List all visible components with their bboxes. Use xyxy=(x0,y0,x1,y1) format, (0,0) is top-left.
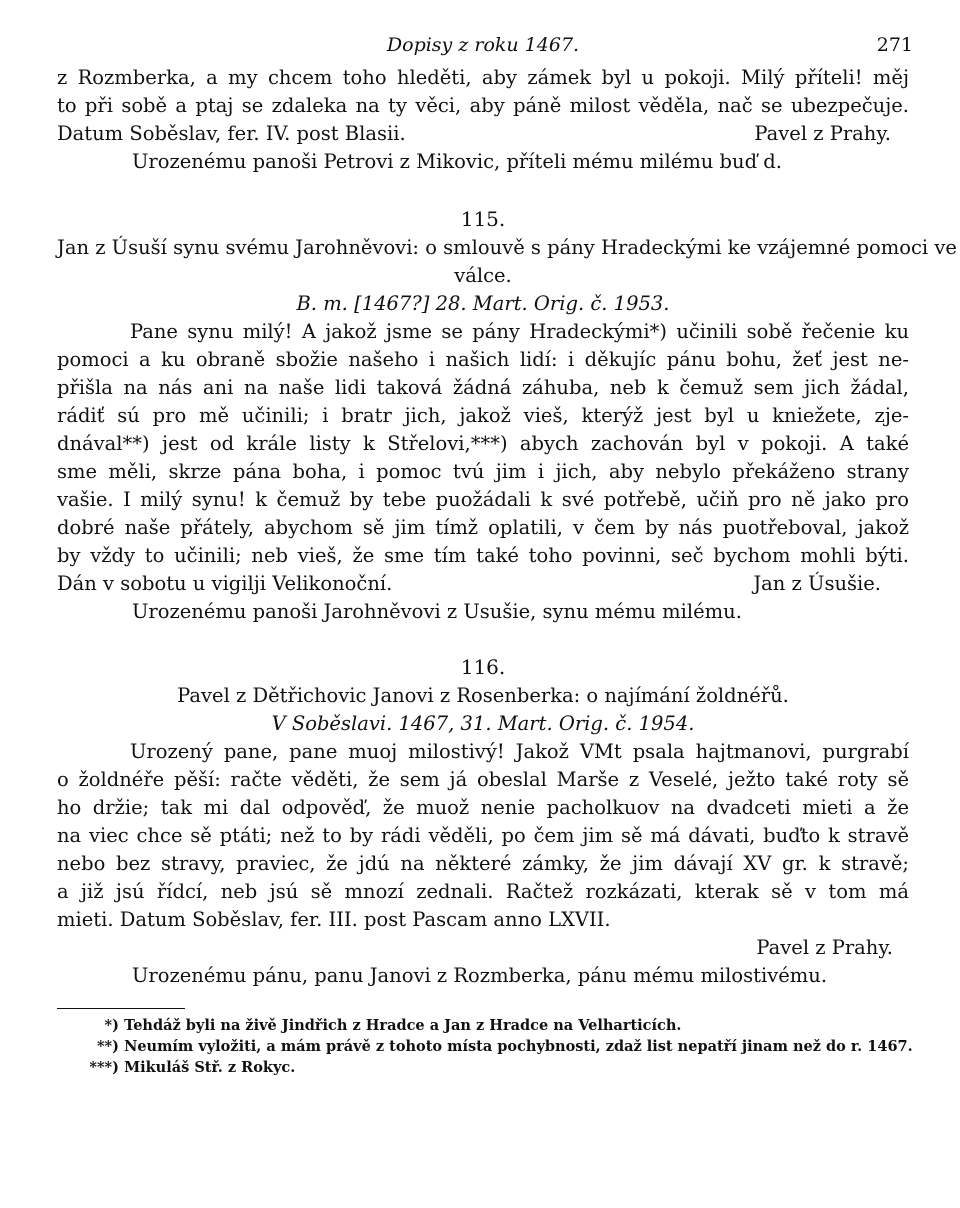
letter-signature: Jan z Úsušie. xyxy=(753,572,881,595)
running-title: Dopisy z roku 1467. xyxy=(386,34,580,56)
text-line: z Rozmberka, a my chcem toho hleděti, aby zámek byl u pokoji. Milý příteli! měj xyxy=(57,66,909,89)
letter-summary-cont: válce. xyxy=(454,264,512,287)
letter-summary: Pavel z Dětřichovic Janovi z Rosenberka: o najímání žoldnéřů. xyxy=(177,684,789,707)
letter-address: Urozenému panoši Petrovi z Mikovic, příteli mému milému buď d. xyxy=(132,150,782,173)
footnote-text: Mikuláš Stř. z Rokyc. xyxy=(124,1059,296,1076)
closing-line xyxy=(57,120,909,148)
letter-date: Dán v sobotu u vigilji Velikonoční. xyxy=(57,572,393,595)
footnote-rule xyxy=(57,1008,185,1009)
page xyxy=(57,34,957,1078)
footnote xyxy=(57,1036,913,1057)
letter-source: V Soběslavi. 1467, 31. Mart. Orig. č. 1954. xyxy=(271,712,695,735)
footnote-text: Tehdáž byli na živě Jindřich z Hradce a Jan z Hradce na Velharticích. xyxy=(124,1017,682,1034)
closing-line xyxy=(57,570,909,598)
footnote xyxy=(57,1057,909,1078)
letter-date: Datum Soběslav, fer. IV. post Blasii. xyxy=(57,122,406,145)
letter-number: 115. xyxy=(460,207,506,231)
text-line: mieti. Datum Soběslav, fer. III. post Pascam anno LXVII. xyxy=(57,908,611,931)
text-line: Urozený pane, pane muoj milostivý! Jakož VMt psala hajtmanovi, purgrabí xyxy=(130,740,909,763)
letter-116 xyxy=(57,652,909,990)
text-line: rádiť sú pro mě učinili; i bratr jich, jakož vieš, kterýž jest byl u kniežete, zje- xyxy=(57,404,909,427)
footnote-text: Neumím vyložiti, a mám právě z tohoto místa pochybnosti, zdaž list nepatří jinam než do r. 1467. xyxy=(124,1038,913,1055)
text-line: přišla na nás ani na naše lidi taková žádná záhuba, neb k čemuž sem jich žádal, xyxy=(57,376,909,399)
footnote xyxy=(57,1015,909,1036)
letter-address: Urozenému pánu, panu Janovi z Rozmberka, pánu mému milostivému. xyxy=(132,964,828,987)
letter-address: Urozenému panoši Jarohněvovi z Usušie, synu mému milému. xyxy=(132,600,742,623)
text-line: dnával**) jest od krále listy k Střelovi,***) abych zachován byl v pokoji. A také xyxy=(57,432,909,455)
page-header xyxy=(57,34,913,64)
letter-continuation xyxy=(57,64,909,176)
text-line: nebo bez stravy, praviec, že jdú na některé zámky, že jim dávají XV gr. k stravě; xyxy=(57,852,909,875)
footnote-mark: *) xyxy=(104,1017,119,1034)
letter-number: 116. xyxy=(460,655,506,679)
text-line: to při sobě a ptaj se zdaleka na ty věci, aby páně milost věděla, nač se ubezpečuje. xyxy=(57,94,909,117)
letter-source: B. m. [1467?] 28. Mart. Orig. č. 1953. xyxy=(296,292,670,315)
letter-summary: Jan z Úsuší synu svému Jarohněvovi: o smlouvě s pány Hradeckými ke vzájemné pomoci ve xyxy=(57,236,957,259)
text-line: o žoldnéře pěší: račte věděti, že sem já obeslal Marše z Veselé, ježto také roty sě xyxy=(57,768,909,791)
footnote-mark: ***) xyxy=(89,1059,119,1076)
text-line: a již jsú řídcí, neb jsú sě mnozí zednali. Račtež rozkázati, kterak sě v tom má xyxy=(57,880,909,903)
text-line: Pane synu milý! A jakož jsme se pány Hradeckými*) učinili sobě řečenie ku xyxy=(130,320,909,343)
letter-115 xyxy=(57,204,957,626)
text-line: by vždy to učinili; neb vieš, že sme tím také toho povinni, seč bychom mohli býti. xyxy=(57,544,909,567)
text-line: na viec chce sě ptáti; než to by rádi věděli, po čem jim sě má dávati, buďto k stravě xyxy=(57,824,909,847)
text-line: pomoci a ku obraně sbožie našeho i našich lidí: i děkujíc pánu bohu, žeť jest ne- xyxy=(57,348,909,371)
text-line: sme měli, skrze pána boha, i pomoc tvú jim i jich, aby nebylo překáženo strany xyxy=(57,460,909,483)
footnote-mark: **) xyxy=(96,1038,119,1055)
page-number: 271 xyxy=(876,34,913,56)
footnotes xyxy=(57,1015,913,1078)
text-line: ho držie; tak mi dal odpověď, že muož nenie pacholkuov na dvadceti mieti a že xyxy=(57,796,909,819)
text-line: dobré naše přátely, abychom sě jim tímž oplatili, v čem by nás puotřeboval, jakož xyxy=(57,516,909,539)
letter-signature: Pavel z Prahy. xyxy=(756,936,893,959)
text-line: vašie. I milý synu! k čemuž by tebe puožádali k své potřebě, učiň pro ně jako pro xyxy=(57,488,909,511)
letter-signature: Pavel z Prahy. xyxy=(754,122,891,145)
